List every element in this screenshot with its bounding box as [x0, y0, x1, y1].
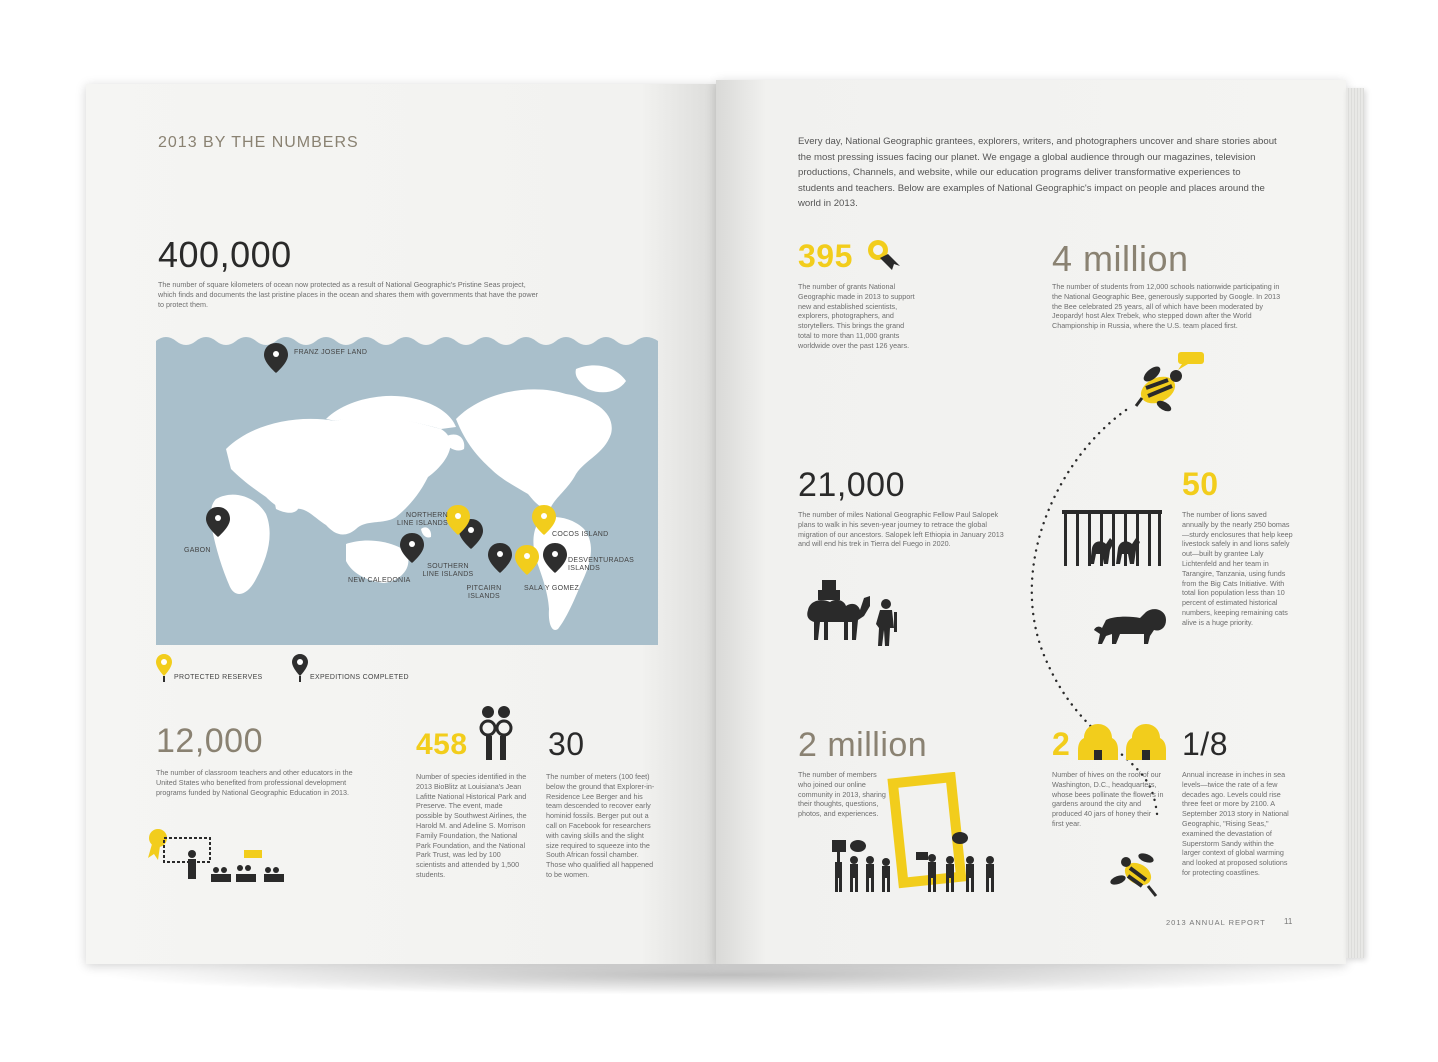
- stat-lions-value: 50: [1182, 466, 1219, 502]
- stat-miles-desc: The number of miles National Geographic Fellow Paul Salopek plans to walk in his seven-year journey to retrace the global migration of our ancestors. Salopek left Ethiopia in January 2013 and will end his trek in Tierra del Fuego in 2020.: [798, 510, 1004, 549]
- biologists-icon: [476, 704, 516, 769]
- stat-meters-desc: The number of meters (100 feet) below the ground that Explorer-in-Residence Lee Berger and his team descended to recover early hominid fossils. Berger put out a call on Facebook for researchers with caving skills and the slight size required to squeeze into the South African fossil chamber. Those who qualified all happened to be women.: [546, 772, 655, 879]
- legend-expeditions-label: EXPEDITIONS COMPLETED: [310, 674, 409, 681]
- stat-educators-desc: The number of classroom teachers and other educators in the United States who benefited from professional development programs funded by National Geographic Education in 2013.: [156, 768, 353, 797]
- stat-educators-value: 12,000: [156, 722, 263, 760]
- legend-protected-label: PROTECTED RESERVES: [174, 674, 263, 681]
- world-map: [156, 329, 658, 645]
- footer-report-label: 2013 ANNUAL REPORT: [1166, 918, 1266, 927]
- stat-lions-desc: The number of lions saved annually by the nearly 250 bomas—sturdy enclosures that help keep livestock safely in and lions safely out—built by grantee Laly Lichtenfeld and her team in Tarangire, Tanzania, using funds from the Big Cats Initiative. With total lion population less than 10 percent of estimated historical numbers, keeping remaining cats alive is a huge priority.: [1182, 510, 1293, 627]
- stat-species-desc: Number of species identified in the 2013 BioBlitz at Louisiana's Jean Lafitte National Historical Park and Preserve. The event, made possible by Southwest Airlines, the Harold M. and Adeline S. Morrison Family Foundation, the National Park Foundation, and the National Park Trust, was led by 100 scientists and attended by 1,500 students.: [416, 772, 527, 879]
- label-southern-line: SOUTHERN LINE ISLANDS: [422, 563, 474, 578]
- left-page: [86, 84, 716, 964]
- label-new-caledonia: NEW CALEDONIA: [348, 577, 411, 584]
- label-cocos: COCOS ISLAND: [552, 531, 609, 538]
- stat-students-value: 4 million: [1052, 238, 1189, 279]
- community-rally-icon: [832, 772, 1002, 897]
- stat-grants-value: 395: [798, 238, 853, 274]
- stat-ocean-value: 400,000: [158, 234, 292, 275]
- boma-enclosure-icon: [1062, 508, 1162, 573]
- stat-sea-desc: Annual increase in inches in sea levels—twice the rate of a few decades ago. Levels could rise three feet or more by 2100. A September 2013 story in National Geographic, "Rising Seas," examined the devastation of Superstorm Sandy within the larger context of global warming and looked at proposed solutions for protecting coastlines.: [1182, 770, 1289, 877]
- award-ribbon-icon: [866, 238, 902, 279]
- beehives-icon: [1076, 722, 1172, 767]
- classroom-icon: [144, 824, 294, 899]
- stat-members-desc: The number of members who joined our online community in 2013, sharing their thoughts, questions, photos, and experiences.: [798, 770, 886, 819]
- legend-expeditions-pin-icon: [292, 654, 308, 687]
- label-sala-y-gomez: SALA Y GOMEZ: [524, 585, 580, 592]
- stat-hives-value: 2: [1052, 726, 1071, 762]
- bee-bottom-icon: [1108, 846, 1168, 905]
- section-title: 2013 BY THE NUMBERS: [158, 134, 359, 151]
- label-pitcairn: PITCAIRN ISLANDS: [466, 585, 502, 600]
- lion-icon: [1090, 602, 1170, 651]
- stat-sea-value: 1/8: [1182, 726, 1228, 762]
- camel-walker-icon: [800, 576, 910, 657]
- stat-grants-desc: The number of grants National Geographic made in 2013 to support new and established scientists, explorers, photographers, and storytellers. This brings the grand total to more than 11,000 grants worldwide over the past 126 years.: [798, 282, 915, 350]
- stat-ocean-desc: The number of square kilometers of ocean now protected as a result of National Geographic's Pristine Seas project, which finds and documents the last pristine places in the ocean and shares them with governments that have the power to protect them.: [158, 280, 538, 309]
- label-northern-line: NORTHERN LINE ISLANDS: [396, 512, 448, 527]
- page-number: 11: [1284, 917, 1293, 926]
- stat-meters-value: 30: [548, 726, 585, 762]
- stat-members-value: 2 million: [798, 726, 928, 764]
- legend-protected-pin-icon: [156, 654, 172, 687]
- stat-students-desc: The number of students from 12,000 schools nationwide participating in the National Geographic Bee, generously supported by Google. In 2013 the Bee celebrated 25 years, all of which have been moderated by Jeopardy! host Alex Trebek, who stepped down after the World Championship in Russia, where the U.S. team placed first.: [1052, 282, 1281, 331]
- page-edges: [1346, 88, 1364, 958]
- stat-hives-desc: Number of hives on the roof of our Washington, D.C., headquarters, whose bees pollinate the flowers in gardens around the city and produced 40 jars of honey their first year.: [1052, 770, 1164, 828]
- right-page: [716, 80, 1346, 964]
- label-gabon: GABON: [184, 547, 211, 554]
- intro-text: Every day, National Geographic grantees, explorers, writers, and photographers uncover and share stories about the most pressing issues facing our planet. We engage a global audience through our magazines, television productions, Channels, and website, while our education programs deliver transformative experiences to students and teachers. Below are examples of National Geographic's impact on people and places around the world in 2013.: [798, 136, 1277, 210]
- label-franz-josef: FRANZ JOSEF LAND: [294, 349, 368, 356]
- stat-miles-value: 21,000: [798, 466, 905, 504]
- label-desventuradas: DESVENTURADAS ISLANDS: [568, 557, 635, 572]
- stat-species-value: 458: [416, 728, 468, 761]
